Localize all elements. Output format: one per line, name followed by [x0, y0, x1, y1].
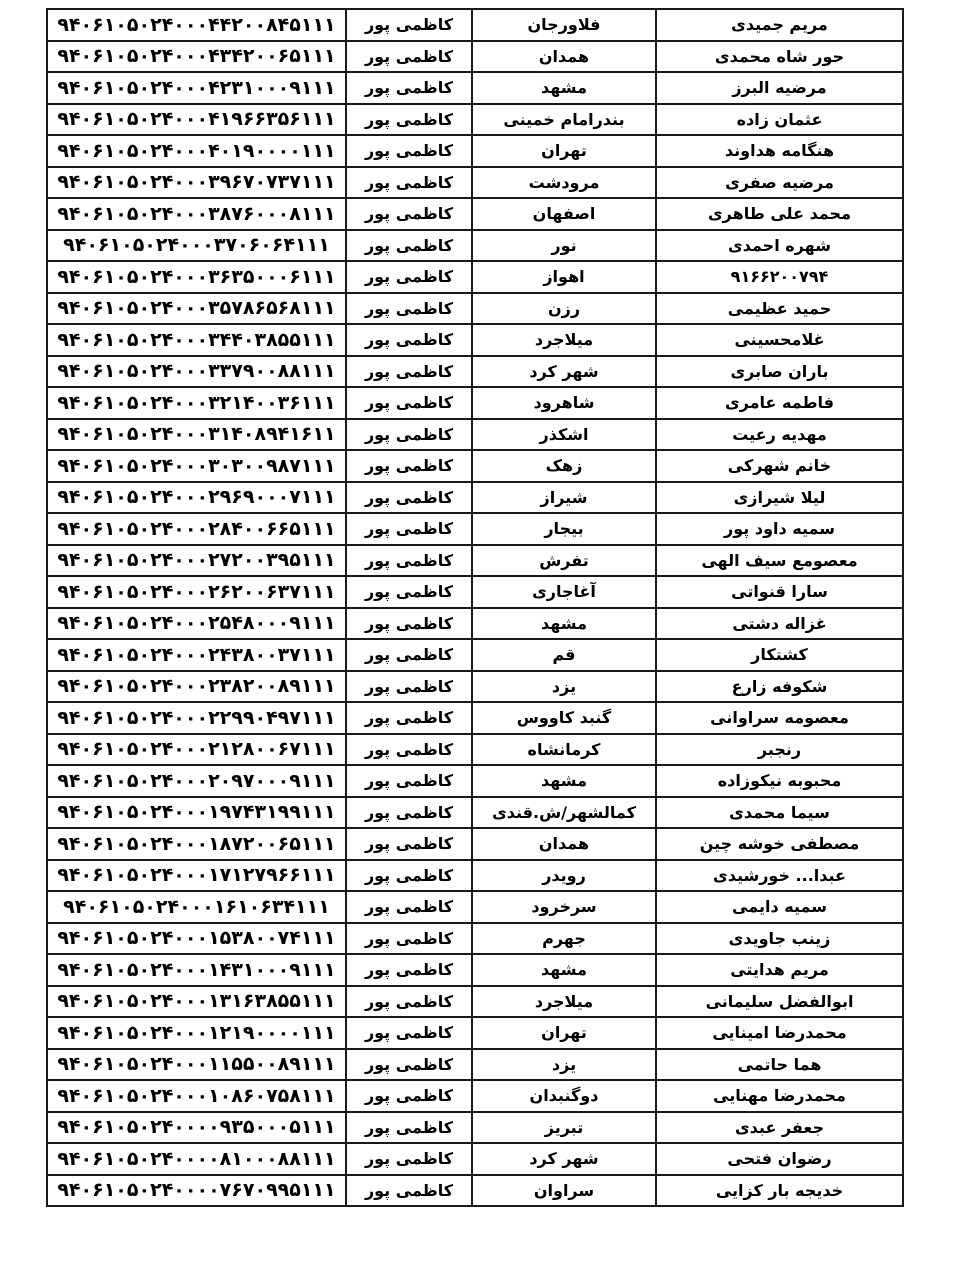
- table-row: [47, 1017, 903, 1049]
- agent-cell: کاظمی پور: [346, 104, 472, 136]
- name-cell: زینب جاویدی: [656, 923, 903, 955]
- agent-cell: کاظمی پور: [346, 1143, 472, 1175]
- city-cell: رزن: [472, 293, 656, 325]
- table-row: [47, 261, 903, 293]
- agent-cell: کاظمی پور: [346, 828, 472, 860]
- name-cell: سمیه دایمی: [656, 891, 903, 923]
- name-cell: غزاله دشتی: [656, 608, 903, 640]
- city-cell: شهر کرد: [472, 356, 656, 388]
- city-cell: شیراز: [472, 482, 656, 514]
- code-cell: ۹۴۰۶۱۰۵۰۲۴۰۰۰۴۳۴۲۰۰۶۵۱۱۱: [47, 41, 346, 73]
- city-cell: فلاورجان: [472, 9, 656, 41]
- agent-cell: کاظمی پور: [346, 734, 472, 766]
- agent-cell: کاظمی پور: [346, 513, 472, 545]
- code-cell: ۹۴۰۶۱۰۵۰۲۴۰۰۰۳۰۳۰۰۹۸۷۱۱۱: [47, 450, 346, 482]
- agent-cell: کاظمی پور: [346, 1017, 472, 1049]
- agent-cell: کاظمی پور: [346, 576, 472, 608]
- city-cell: تهران: [472, 135, 656, 167]
- table-row: [47, 860, 903, 892]
- code-cell: ۹۴۰۶۱۰۵۰۲۴۰۰۰۱۸۷۲۰۰۶۵۱۱۱: [47, 828, 346, 860]
- code-cell: ۹۴۰۶۱۰۵۰۲۴۰۰۰۴۱۹۶۶۳۵۶۱۱۱: [47, 104, 346, 136]
- city-cell: سرخرود: [472, 891, 656, 923]
- city-cell: قم: [472, 639, 656, 671]
- name-cell: فاطمه عامری: [656, 387, 903, 419]
- agent-cell: کاظمی پور: [346, 230, 472, 262]
- city-cell: کرمانشاه: [472, 734, 656, 766]
- agent-cell: کاظمی پور: [346, 167, 472, 199]
- city-cell: آغاجاری: [472, 576, 656, 608]
- name-cell: هنگامه هداوند: [656, 135, 903, 167]
- name-cell: خدیجه بار کزایی: [656, 1175, 903, 1207]
- name-cell: شهره احمدی: [656, 230, 903, 262]
- city-cell: اشکذر: [472, 419, 656, 451]
- code-cell: ۹۴۰۶۱۰۵۰۲۴۰۰۰۱۶۱۰۶۳۴۱۱۱: [47, 891, 346, 923]
- code-cell: ۹۴۰۶۱۰۵۰۲۴۰۰۰۰۸۱۰۰۰۸۸۱۱۱: [47, 1143, 346, 1175]
- name-cell: محمد علی طاهری: [656, 198, 903, 230]
- name-cell: ابوالفضل سلیمانی: [656, 986, 903, 1018]
- agent-cell: کاظمی پور: [346, 1112, 472, 1144]
- document-sheet: [46, 8, 904, 1207]
- table-row: [47, 1080, 903, 1112]
- code-cell: ۹۴۰۶۱۰۵۰۲۴۰۰۰۰۷۶۷۰۹۹۵۱۱۱: [47, 1175, 346, 1207]
- agent-cell: کاظمی پور: [346, 293, 472, 325]
- name-cell: مرضیه البرز: [656, 72, 903, 104]
- table-row: [47, 954, 903, 986]
- records-table: [46, 8, 904, 1207]
- code-cell: ۹۴۰۶۱۰۵۰۲۴۰۰۰۲۶۲۰۰۶۳۷۱۱۱: [47, 576, 346, 608]
- table-row: [47, 387, 903, 419]
- agent-cell: کاظمی پور: [346, 356, 472, 388]
- name-cell: معصومه سراوانی: [656, 702, 903, 734]
- name-cell: محمدرضا امینایی: [656, 1017, 903, 1049]
- name-cell: مریم هدایتی: [656, 954, 903, 986]
- agent-cell: کاظمی پور: [346, 860, 472, 892]
- code-cell: ۹۴۰۶۱۰۵۰۲۴۰۰۰۲۰۹۷۰۰۰۹۱۱۱: [47, 765, 346, 797]
- table-row: [47, 230, 903, 262]
- table-row: [47, 356, 903, 388]
- code-cell: ۹۴۰۶۱۰۵۰۲۴۰۰۰۱۲۱۹۰۰۰۰۱۱۱: [47, 1017, 346, 1049]
- table-row: [47, 293, 903, 325]
- code-cell: ۹۴۰۶۱۰۵۰۲۴۰۰۰۲۳۸۲۰۰۸۹۱۱۱: [47, 671, 346, 703]
- agent-cell: کاظمی پور: [346, 1080, 472, 1112]
- table-row: [47, 545, 903, 577]
- name-cell: رنجبر: [656, 734, 903, 766]
- code-cell: ۹۴۰۶۱۰۵۰۲۴۰۰۰۲۹۶۹۰۰۰۷۱۱۱: [47, 482, 346, 514]
- agent-cell: کاظمی پور: [346, 608, 472, 640]
- city-cell: اهواز: [472, 261, 656, 293]
- name-cell: سیما محمدی: [656, 797, 903, 829]
- table-row: [47, 72, 903, 104]
- agent-cell: کاظمی پور: [346, 986, 472, 1018]
- table-row: [47, 482, 903, 514]
- name-cell: عثمان زاده: [656, 104, 903, 136]
- name-cell: هما حاتمی: [656, 1049, 903, 1081]
- name-cell: سمیه داود پور: [656, 513, 903, 545]
- code-cell: ۹۴۰۶۱۰۵۰۲۴۰۰۰۳۷۰۶۰۶۴۱۱۱: [47, 230, 346, 262]
- table-row: [47, 608, 903, 640]
- agent-cell: کاظمی پور: [346, 765, 472, 797]
- name-cell: محمدرضا مهنایی: [656, 1080, 903, 1112]
- city-cell: مرودشت: [472, 167, 656, 199]
- city-cell: یزد: [472, 671, 656, 703]
- code-cell: ۹۴۰۶۱۰۵۰۲۴۰۰۰۳۸۷۶۰۰۰۸۱۱۱: [47, 198, 346, 230]
- city-cell: رویدر: [472, 860, 656, 892]
- code-cell: ۹۴۰۶۱۰۵۰۲۴۰۰۰۱۵۳۸۰۰۷۴۱۱۱: [47, 923, 346, 955]
- agent-cell: کاظمی پور: [346, 324, 472, 356]
- agent-cell: کاظمی پور: [346, 450, 472, 482]
- name-cell: خانم شهرکی: [656, 450, 903, 482]
- name-cell: لیلا شیرازی: [656, 482, 903, 514]
- table-row: [47, 671, 903, 703]
- name-cell: غلامحسینی: [656, 324, 903, 356]
- name-cell: شکوفه زارع: [656, 671, 903, 703]
- table-row: [47, 198, 903, 230]
- agent-cell: کاظمی پور: [346, 797, 472, 829]
- table-row: [47, 450, 903, 482]
- code-cell: ۹۴۰۶۱۰۵۰۲۴۰۰۰۲۲۹۹۰۴۹۷۱۱۱: [47, 702, 346, 734]
- name-cell: حمید عظیمی: [656, 293, 903, 325]
- name-cell: جعفر عبدی: [656, 1112, 903, 1144]
- city-cell: سراوان: [472, 1175, 656, 1207]
- code-cell: ۹۴۰۶۱۰۵۰۲۴۰۰۰۳۵۷۸۶۵۶۸۱۱۱: [47, 293, 346, 325]
- table-row: [47, 891, 903, 923]
- table-row: [47, 828, 903, 860]
- table-row: [47, 324, 903, 356]
- table-row: [47, 702, 903, 734]
- city-cell: شهر کرد: [472, 1143, 656, 1175]
- city-cell: زهک: [472, 450, 656, 482]
- code-cell: ۹۴۰۶۱۰۵۰۲۴۰۰۰۲۵۴۸۰۰۰۹۱۱۱: [47, 608, 346, 640]
- agent-cell: کاظمی پور: [346, 9, 472, 41]
- name-cell: باران صابری: [656, 356, 903, 388]
- agent-cell: کاظمی پور: [346, 198, 472, 230]
- name-cell: محبوبه نیکوزاده: [656, 765, 903, 797]
- code-cell: ۹۴۰۶۱۰۵۰۲۴۰۰۰۲۷۲۰۰۳۹۵۱۱۱: [47, 545, 346, 577]
- code-cell: ۹۴۰۶۱۰۵۰۲۴۰۰۰۳۴۴۰۳۸۵۵۱۱۱: [47, 324, 346, 356]
- code-cell: ۹۴۰۶۱۰۵۰۲۴۰۰۰۳۲۱۴۰۰۳۶۱۱۱: [47, 387, 346, 419]
- city-cell: مشهد: [472, 608, 656, 640]
- code-cell: ۹۴۰۶۱۰۵۰۲۴۰۰۰۴۲۳۱۰۰۰۹۱۱۱: [47, 72, 346, 104]
- agent-cell: کاظمی پور: [346, 387, 472, 419]
- city-cell: مشهد: [472, 765, 656, 797]
- agent-cell: کاظمی پور: [346, 1175, 472, 1207]
- city-cell: همدان: [472, 41, 656, 73]
- city-cell: میلاجرد: [472, 324, 656, 356]
- agent-cell: کاظمی پور: [346, 702, 472, 734]
- city-cell: بیجار: [472, 513, 656, 545]
- city-cell: گنبد کاووس: [472, 702, 656, 734]
- agent-cell: کاظمی پور: [346, 482, 472, 514]
- name-cell: مریم جمیدی: [656, 9, 903, 41]
- city-cell: تبریز: [472, 1112, 656, 1144]
- agent-cell: کاظمی پور: [346, 41, 472, 73]
- table-row: [47, 167, 903, 199]
- agent-cell: کاظمی پور: [346, 135, 472, 167]
- agent-cell: کاظمی پور: [346, 72, 472, 104]
- table-row: [47, 923, 903, 955]
- city-cell: جهرم: [472, 923, 656, 955]
- code-cell: ۹۴۰۶۱۰۵۰۲۴۰۰۰۱۰۸۶۰۷۵۸۱۱۱: [47, 1080, 346, 1112]
- code-cell: ۹۴۰۶۱۰۵۰۲۴۰۰۰۰۹۳۵۰۰۰۵۱۱۱: [47, 1112, 346, 1144]
- name-cell: سارا قنواتی: [656, 576, 903, 608]
- code-cell: ۹۴۰۶۱۰۵۰۲۴۰۰۰۳۱۴۰۸۹۴۱۶۱۱: [47, 419, 346, 451]
- code-cell: ۹۴۰۶۱۰۵۰۲۴۰۰۰۳۶۳۵۰۰۰۶۱۱۱: [47, 261, 346, 293]
- code-cell: ۹۴۰۶۱۰۵۰۲۴۰۰۰۴۰۱۹۰۰۰۰۱۱۱: [47, 135, 346, 167]
- table-row: [47, 1112, 903, 1144]
- agent-cell: کاظمی پور: [346, 639, 472, 671]
- code-cell: ۹۴۰۶۱۰۵۰۲۴۰۰۰۳۳۷۹۰۰۸۸۱۱۱: [47, 356, 346, 388]
- code-cell: ۹۴۰۶۱۰۵۰۲۴۰۰۰۲۸۴۰۰۶۶۵۱۱۱: [47, 513, 346, 545]
- code-cell: ۹۴۰۶۱۰۵۰۲۴۰۰۰۱۳۱۶۳۸۵۵۱۱۱: [47, 986, 346, 1018]
- code-cell: ۹۴۰۶۱۰۵۰۲۴۰۰۰۴۴۲۰۰۸۴۵۱۱۱: [47, 9, 346, 41]
- agent-cell: کاظمی پور: [346, 954, 472, 986]
- table-row: [47, 765, 903, 797]
- code-cell: ۹۴۰۶۱۰۵۰۲۴۰۰۰۱۴۳۱۰۰۰۹۱۱۱: [47, 954, 346, 986]
- name-cell: حور شاه محمدی: [656, 41, 903, 73]
- code-cell: ۹۴۰۶۱۰۵۰۲۴۰۰۰۳۹۶۷۰۷۳۷۱۱۱: [47, 167, 346, 199]
- table-row: [47, 41, 903, 73]
- table-row: [47, 1175, 903, 1207]
- city-cell: مشهد: [472, 72, 656, 104]
- code-cell: ۹۴۰۶۱۰۵۰۲۴۰۰۰۲۱۲۸۰۰۶۷۱۱۱: [47, 734, 346, 766]
- table-row: [47, 576, 903, 608]
- table-row: [47, 419, 903, 451]
- city-cell: میلاجرد: [472, 986, 656, 1018]
- table-row: [47, 797, 903, 829]
- city-cell: دوگنبدان: [472, 1080, 656, 1112]
- name-cell: ۹۱۶۶۲۰۰۷۹۴: [656, 261, 903, 293]
- name-cell: معصومع سیف الهی: [656, 545, 903, 577]
- city-cell: نور: [472, 230, 656, 262]
- agent-cell: کاظمی پور: [346, 671, 472, 703]
- name-cell: مهدیه رعیت: [656, 419, 903, 451]
- records-table-body: [47, 9, 903, 1206]
- agent-cell: کاظمی پور: [346, 419, 472, 451]
- agent-cell: کاظمی پور: [346, 545, 472, 577]
- code-cell: ۹۴۰۶۱۰۵۰۲۴۰۰۰۱۹۷۴۳۱۹۹۱۱۱: [47, 797, 346, 829]
- agent-cell: کاظمی پور: [346, 1049, 472, 1081]
- table-row: [47, 135, 903, 167]
- city-cell: بندرامام خمینی: [472, 104, 656, 136]
- agent-cell: کاظمی پور: [346, 891, 472, 923]
- name-cell: مرضیه صفری: [656, 167, 903, 199]
- name-cell: عبدا... خورشیدی: [656, 860, 903, 892]
- code-cell: ۹۴۰۶۱۰۵۰۲۴۰۰۰۲۴۳۸۰۰۳۷۱۱۱: [47, 639, 346, 671]
- code-cell: ۹۴۰۶۱۰۵۰۲۴۰۰۰۱۷۱۲۷۹۶۶۱۱۱: [47, 860, 346, 892]
- city-cell: کمالشهر/ش.قندی: [472, 797, 656, 829]
- name-cell: رضوان فتحی: [656, 1143, 903, 1175]
- city-cell: تفرش: [472, 545, 656, 577]
- name-cell: مصطفی خوشه چین: [656, 828, 903, 860]
- city-cell: تهران: [472, 1017, 656, 1049]
- table-row: [47, 734, 903, 766]
- city-cell: شاهرود: [472, 387, 656, 419]
- city-cell: مشهد: [472, 954, 656, 986]
- city-cell: یزد: [472, 1049, 656, 1081]
- table-row: [47, 9, 903, 41]
- table-row: [47, 104, 903, 136]
- agent-cell: کاظمی پور: [346, 261, 472, 293]
- table-row: [47, 1049, 903, 1081]
- city-cell: اصفهان: [472, 198, 656, 230]
- code-cell: ۹۴۰۶۱۰۵۰۲۴۰۰۰۱۱۵۵۰۰۸۹۱۱۱: [47, 1049, 346, 1081]
- table-row: [47, 513, 903, 545]
- agent-cell: کاظمی پور: [346, 923, 472, 955]
- city-cell: همدان: [472, 828, 656, 860]
- table-row: [47, 639, 903, 671]
- table-row: [47, 986, 903, 1018]
- table-row: [47, 1143, 903, 1175]
- name-cell: کشتکار: [656, 639, 903, 671]
